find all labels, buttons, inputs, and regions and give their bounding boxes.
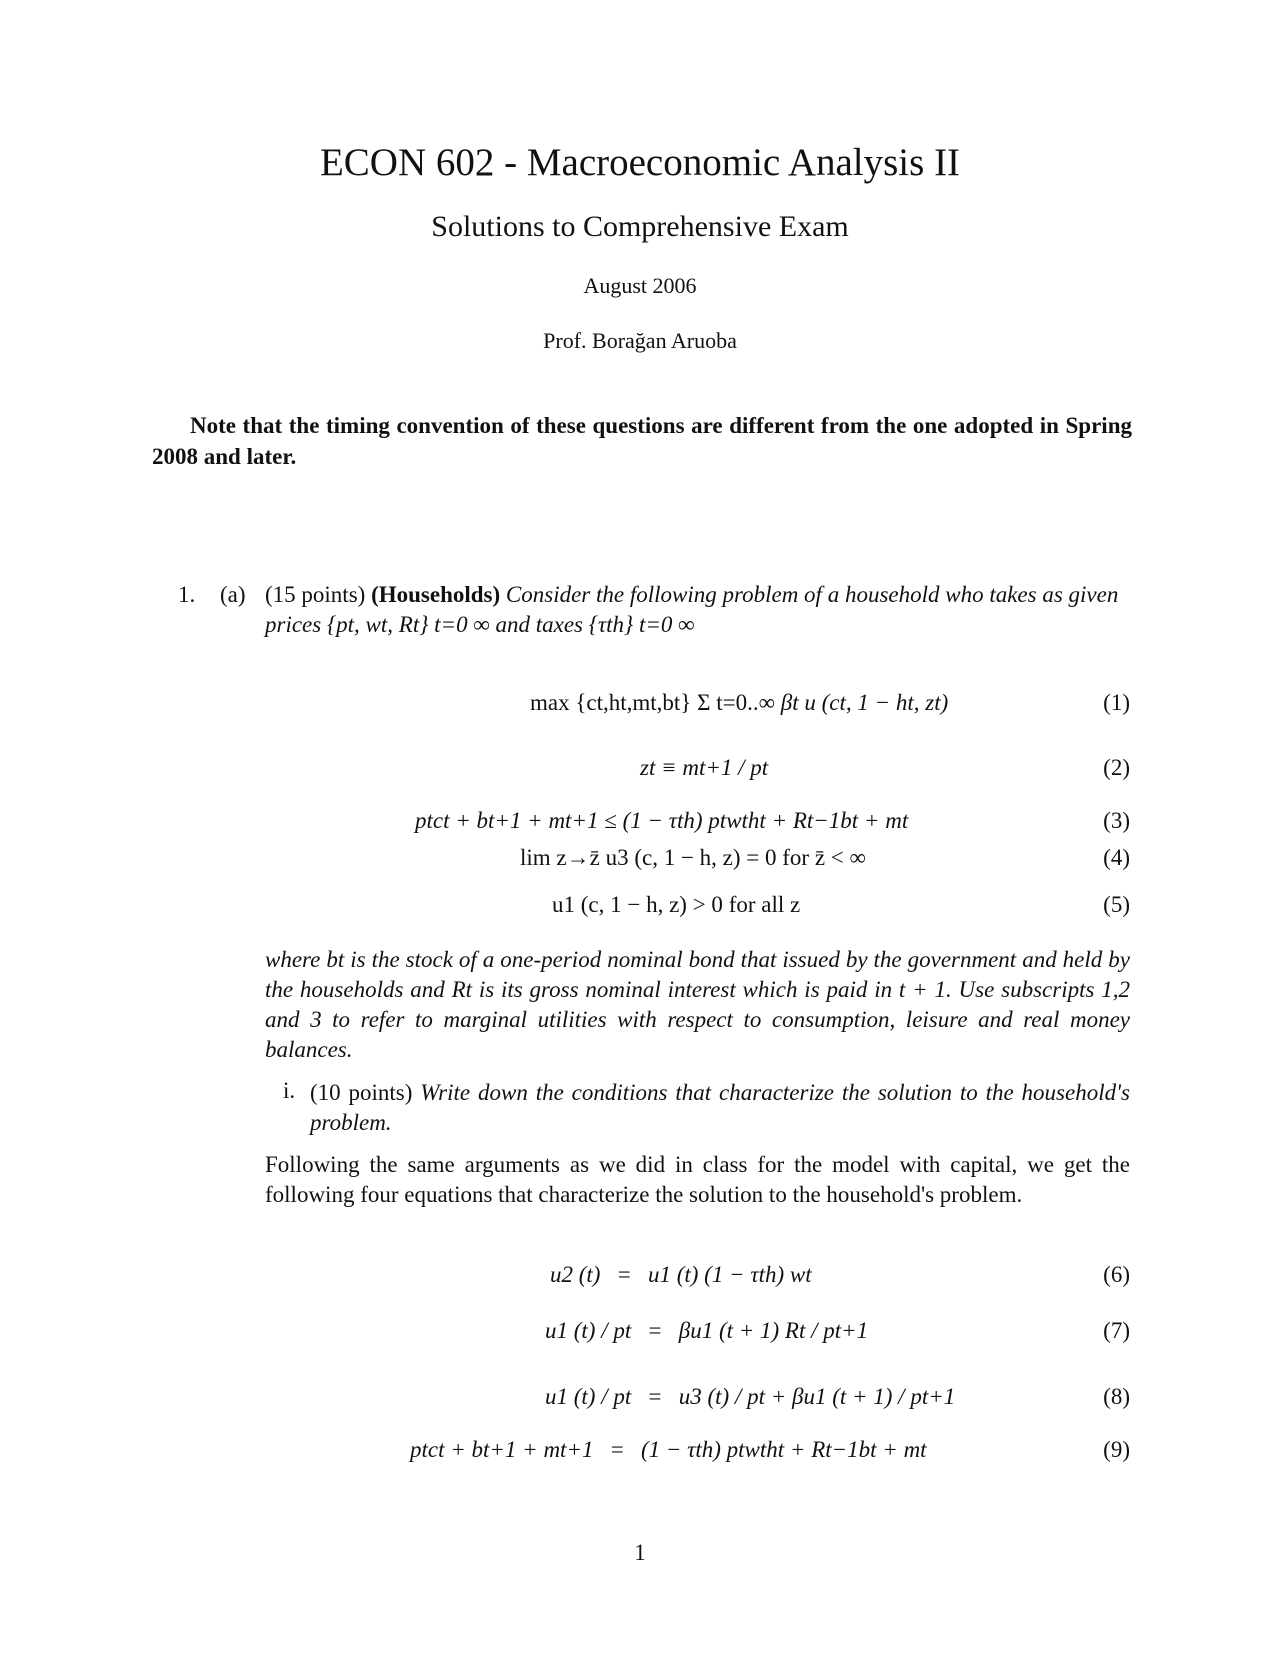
question-part: (a) [220,582,246,607]
equation-1-number: (1) [1103,690,1130,715]
equation-3 [415,808,908,834]
equation-4 [520,845,866,871]
equation-2-number: (2) [1103,755,1130,780]
question-number: 1. [178,582,196,607]
equation-9: ptct + bt+1 + mt+1 = (1 − τth) ptwtht + Rt−1bt + mt [410,1437,927,1462]
equation-6-number: (6) [1103,1262,1130,1287]
equation-2-rhs: mt+1 / pt [682,755,769,780]
equation-4-number: (4) [1103,845,1130,870]
equation-6: u2 (t) = u1 (t) (1 − τth) wt [550,1262,812,1287]
equation-2 [640,755,768,781]
equation-9-lhs: ptct + bt+1 + mt+1 [410,1437,594,1462]
equation-9-rhs: (1 − τth) ptwtht + Rt−1bt + mt [640,1437,927,1462]
question-prompt-text: Consider the following problem of a household who takes as given prices {pt, wt, Rt} t=0 ∞ and taxes {τth} t=0 ∞ [265,582,1119,637]
equation-3-lhs: ptct + bt+1 + mt+1 ≤ [415,808,617,833]
equation-3-rhs: (1 − τth) ptwtht + Rt−1bt + mt [622,808,909,833]
equation-4-rhs: for z̄ < ∞ [782,845,866,870]
question-prompt [265,580,1130,640]
equation-8: u1 (t) / pt = u3 (t) / pt + βu1 (t + 1) / pt+1 [545,1384,956,1409]
subquestion-prompt: Write down the conditions that characterize the solution to the household's problem. [310,1080,1130,1135]
equation-5-number: (5) [1103,892,1130,917]
equation-8-lhs: u1 (t) / pt [545,1384,632,1409]
equation-6-rhs: u1 (t) (1 − τth) wt [647,1262,812,1287]
page-number: 1 [634,1540,646,1565]
subquestion-text [310,1078,1130,1138]
document-date: August 2006 [583,273,697,298]
subquestion-label: i. [283,1078,296,1103]
document-subtitle: Solutions to Comprehensive Exam [431,210,849,243]
equation-4-lhs: lim z→z̄ u3 (c, 1 − h, z) = 0 [520,845,777,870]
document-title: ECON 602 - Macroeconomic Analysis II [319,141,961,184]
equation-8-rhs: u3 (t) / pt + βu1 (t + 1) / pt+1 [678,1384,956,1409]
equation-7-lhs: u1 (t) / pt [545,1318,632,1343]
question-topic: (Households) [371,582,501,607]
equation-3-number: (3) [1103,808,1130,833]
document-author: Prof. Borağan Aruoba [543,328,737,353]
equation-1-rhs: βt u (ct, 1 − ht, zt) [780,690,949,715]
equation-8-number: (8) [1103,1384,1130,1409]
answer-intro: Following the same arguments as we did in class for the model with capital, we get the following four equations that characterize the solution to the household's problem. [265,1152,1130,1207]
equation-7: u1 (t) / pt = βu1 (t + 1) Rt / pt+1 [545,1318,869,1343]
question-explanation: where bt is the stock of a one-period nominal bond that issued by the government and held by the households and Rt is its gross nominal interest which is paid in t + 1. Use subscripts 1,2 and 3 to refer to marginal utilities with respect to consumption, leisure and real money balances. [265,947,1130,1062]
question-points: (15 points) [265,582,366,607]
equation-1-lhs: max {ct,ht,mt,bt} Σ t=0..∞ [530,690,775,715]
equation-5-lhs: u1 (c, 1 − h, z) > 0 [552,892,723,917]
timing-note: Note that the timing convention of these questions are different from the one adopted in Spring 2008 and later. [152,413,1132,469]
equation-2-lhs: zt ≡ [640,755,677,780]
equation-7-number: (7) [1103,1318,1130,1343]
equation-1 [530,690,948,716]
equation-5 [552,892,800,918]
equation-9-number: (9) [1103,1437,1130,1462]
equation-6-lhs: u2 (t) [550,1262,601,1287]
equation-7-rhs: βu1 (t + 1) Rt / pt+1 [678,1318,869,1343]
equation-5-rhs: for all z [728,892,801,917]
subquestion-points: (10 points) [310,1080,413,1105]
